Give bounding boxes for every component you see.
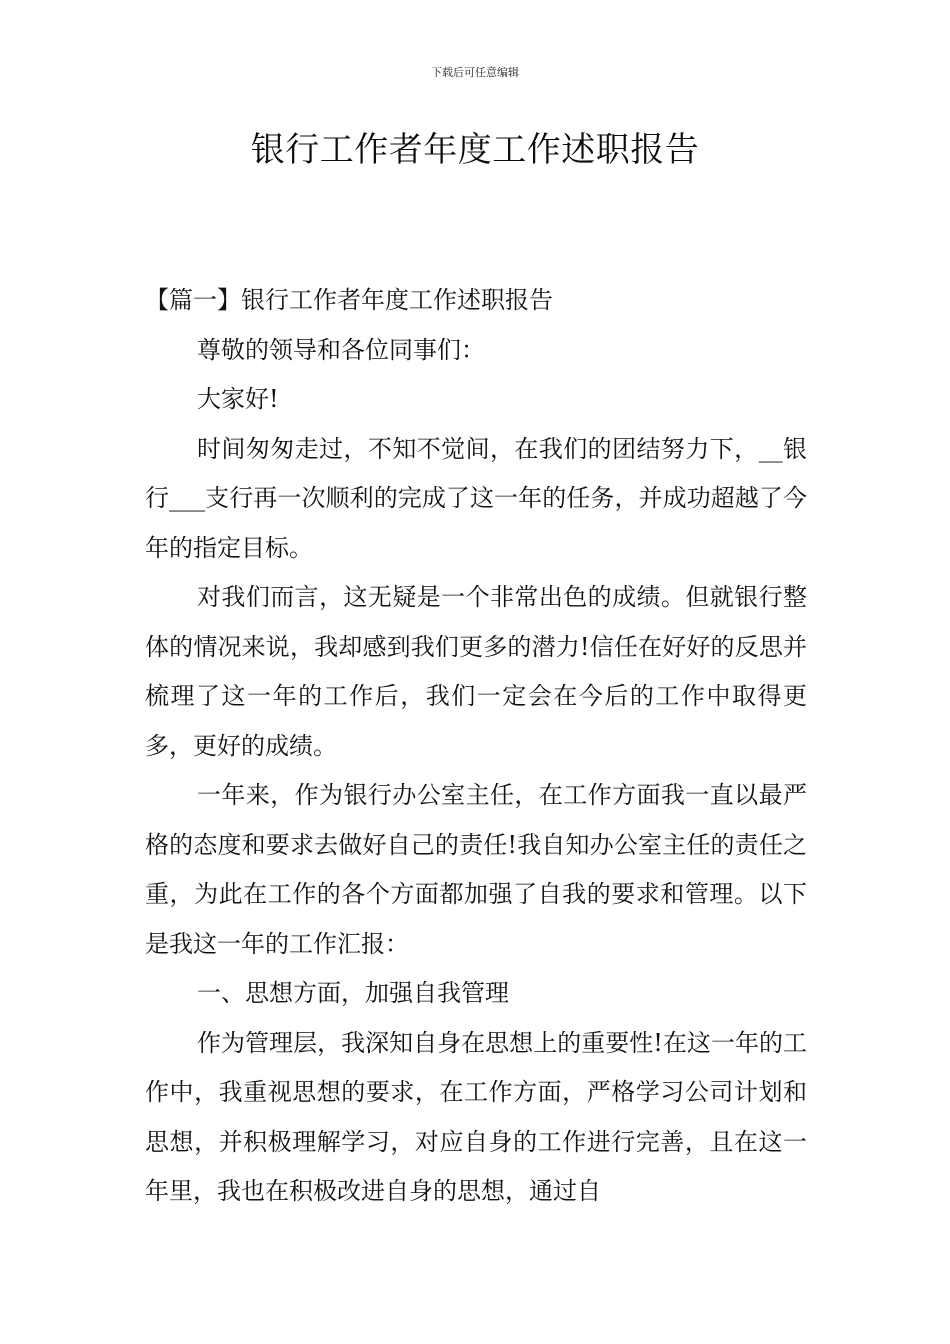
paragraph-reflection: 对我们而言，这无疑是一个非常出色的成绩。但就银行整体的情况来说，我却感到我们更多的潜力!信任在好好的反思并梳理了这一年的工作后，我们一定会在今后的工作中取得更多，更好的成绩。 — [145, 583, 807, 760]
paragraph-intro: 时间匆匆走过，不知不觉间，在我们的团结努力下，__银行___支行再一次顺利的完成了这一年的任务，并成功超越了今年的指定目标。 — [145, 434, 807, 562]
paragraph-role: 一年来，作为银行办公室主任，在工作方面我一直以最严格的态度和要求去做好自己的责任!我自知办公室主任的责任之重，为此在工作的各个方面都加强了自我的要求和管理。以下是我这一年的工作汇报： — [145, 781, 807, 958]
document-title: 银行工作者年度工作述职报告 — [250, 130, 700, 170]
section-heading: 【篇一】银行工作者年度工作述职报告 — [145, 286, 553, 314]
paragraph-greeting: 大家好! — [197, 385, 279, 413]
page-header-note: 下载后可任意编辑 — [431, 66, 519, 79]
paragraph-thinking: 作为管理层，我深知自身在思想上的重要性!在这一年的工作中，我重视思想的要求，在工作方面，严格学习公司计划和思想，并积极理解学习，对应自身的工作进行完善，且在这一年里，我也在积极改进自身的思想，通过自 — [145, 1028, 807, 1205]
document-body — [145, 276, 807, 1217]
paragraph-salutation: 尊敬的领导和各位同事们： — [197, 335, 485, 364]
subheading-thinking: 一、思想方面，加强自我管理 — [197, 979, 509, 1007]
